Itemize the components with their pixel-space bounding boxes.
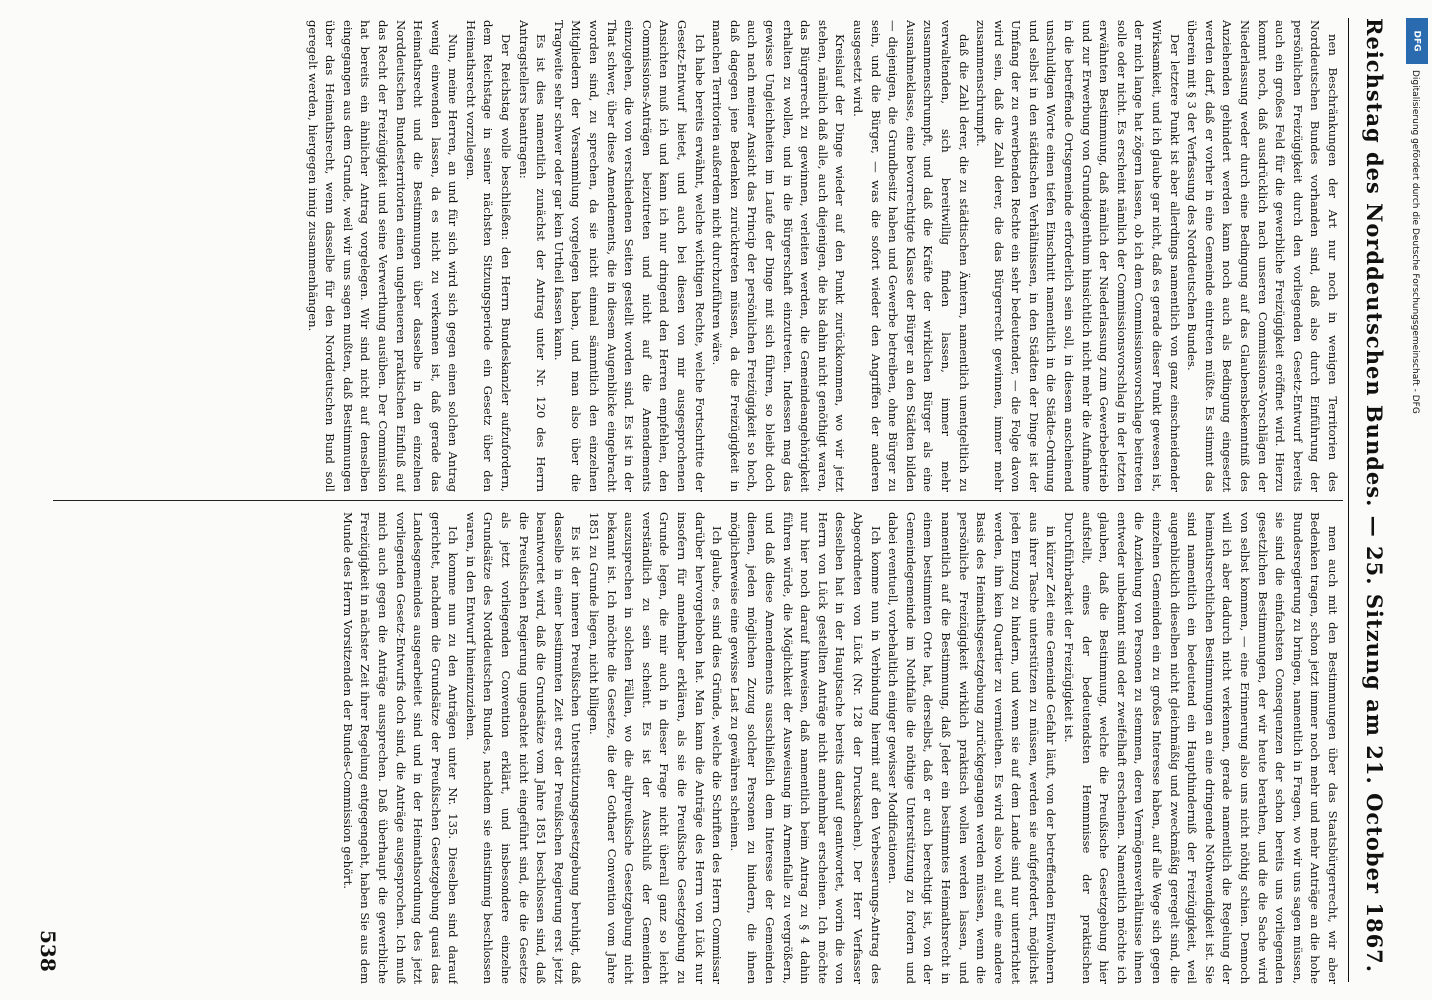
paragraph: in kürzer Zeit eine Gemeinde Gefahr läuft, von der betreffenden Einwohnern aus ihrer Tasche unterstützen zu müssen, werden sie aufgefordert, möglichst jeden Einzug zu hindern, und wenn sie auf dem Lande sind nur unterrichtet werden, ihm kein Quartier zu vermiethen. Es wird also wohl auf eine andere Basis des Heimathsgesetzgebung zurückgegangen werden müssen, wenn die persönliche Freizügigkeit wirklich praktisch wollen werden lassen, und namentlich auf die Bestimmung, daß Jeder ein bestimmtes Heimathsrecht in einem bestimmten Orte hat, derselbst, daß er auch berechtigt ist, von der Gemeindegemeinde im Nothfalle die nöthige Unterstützung zu fordern und dabei eventuell, vorbehaltlich einiger gewisser Modificationen. [886, 512, 1059, 984]
paragraph: men auch mit den Bestimmungen über das Staatsbürgerrecht, wir aber Bedenken tragen, schon jetzt immer noch mehr und mehr Anträge an die hohe Bundesregierung zu bringen, namentlich in Fragen, wo wir uns sagen müssen, sie sind die einfachsten Consequenzen der schon bereits uns vorliegenden gesetzlichen Bestimmungen, der wir heute berathen, und die die Sache wird von selbst kommen, — eine Erinnerung also uns nicht nöthig schien. Dennoch will ich aber dadurch nicht verkennen, gerade namentlich die Regelung der heimathsrechtlichen Bestimmungen an eine dringende Nothwendigkeit ist. Sie sind namentlich ein bedeutend ein Haupthinderniß der Freizügigkeit, weil augenblicklich dieselben nicht gleichmäßig und zweckmäßig geregelt sind, die einzelnen Gemeinden ein zu großes Interesse haben, auf alle Wege sich gegen die Anziehung von Personen zu stemmen, deren Vermögensverhältnisse ihnen entweder unbekannt sind oder zweifelhaft erscheinen. Namentlich möchte ich glauben, daß die Bestimmung, welche die Preußische Gesetzgebung hier aufstellt, eines der bedeutendsten Hemmnisse der praktischen Durchführbarkeit der Freizügigkeit ist. [1062, 512, 1340, 984]
paragraph: Kreislauf der Dinge wieder auf den Punkt zurückkommen, wo wir jetzt stehen, nämlich daß alle, auch diejenigen, die bis dahin nicht genöthigt waren, das Bürgerrecht zu gewinnen, verleiten werden, die Gemeindeangehörigkeit erhalten zu wollen, und in die Bürgerschaft einzutreten. Indessen mag das gewisse Ungleichheiten im Laufe der Dinge mit sich führen, so bleibt doch auch nach meiner Ansicht das Princip der persönlichen Freizügigkeit so hoch, daß dagegen jene Bedenken zurücktreten müssen, da die Freizügigkeit in manchen Territorien außerdem nicht durchzuführen wäre. [710, 20, 848, 492]
paragraph: Ich habe bereits erwähnt, welche wichtigen Rechte, welche Fortschritte der Gesetz-Entwurf bietet, und auch bei diesen von mir ausgesprochenen Ansichten muß ich und kann ich nur dringend den Herren empfehlen, den Commissions-Anträgen beizutreten und nicht auf die Amendements einzugehen, die von verschiedenen Seiten gestellt worden sind. Es ist in der That schwer, über diese Amendements, die in diesem Augenblicke eingebracht worden sind, zu sprechen, da sie nicht einmal sämmtlich den einzelnen Mitgliedern der Versammlung vorgelegen haben, und man also über die Tragweite sehr schwer oder gar kein Urtheil fassen kann. [551, 20, 707, 492]
page-number: 538 [36, 930, 60, 972]
left-column [51, 20, 1341, 492]
paragraph: Der Reichstag wolle beschließen: den Herrn Bundeskanzler aufzufordern, dem Reichstage in seiner nächsten Sitzungsperiode ein Gesetz über den Heimathsrecht vorzulegen. [463, 20, 514, 492]
paragraph: Ich komme nun zu den Anträgen unter Nr. 135. Dieselben sind darauf gerichtet, nachdem die Grundsätze der Preußischen Gesetzgebung quasi das Landesgemeindes ausgearbeitet sind und in der Heimathsordnung des jetzt vorliegenden Gesetz-Entwurfs doch sind, die Anträge ausgesprochen. Ich muß mich auch gegen die Anträge aussprechen. Daß überhaupt die gewerbliche Freizügigkeit in nächster Zeit ihrer Regelung entgegengeht, haben Sie aus dem Munde des Herrn Vorsitzenden der Bundes-Commission gehört. [340, 512, 461, 984]
paragraph: nen Beschränkungen der Art nur noch in wenigen Territorien des Norddeutschen Bundes vorhanden sind, daß also durch Einführung der persönlichen Freizügigkeit durch den vorliegenden Gesetz-Entwurf bereits auch ein großes Feld für die gewerbliche Freizügigkeit eröffnet wird. Hierzu kommt noch, daß ausdrücklich nach unseren Commissions-Vorschlägen der Niederlassung weder durch eine Bedingung auf das Glaubensbekenntniß des Anziehenden gehindert werden kann noch auch als Bedingung eingesetzt werden darf, daß er vorher in eine Gemeinde eintreten müßte. Es stimmt das überein mit § 3 der Verfassung des Norddeutschen Bundes. [1185, 20, 1340, 492]
right-column [51, 512, 1341, 984]
header-rule [1348, 18, 1349, 982]
paragraph: Nun, meine Herren, an und für sich wird sich gegen einen solchen Antrag wenig einwenden lassen, da es nicht zu verkennen ist, daß gerade das Heimathsrecht und die Bestimmungen über dasselbe in den einzelnen Norddeutschen Bundesterritorien einen ungeheueren praktischen Einfluß auf das Recht der Freizügigkeit und seine Verwerthung ausüben. Der Commission hat bereits ein ähnlicher Antrag vorgelegen. Wir sind nicht auf denselben eingegangen aus dem Grunde, weil wir uns sagen mußten, daß Bestimmungen über das Heimathsrecht, wenn dasselbe für den Norddeutschen Bund soll geregelt werden, hiergegen innig zusammenhängen. [305, 20, 461, 492]
paragraph: Ich komme nun in Verbindung hiermit auf den Verbesserungs-Antrag des Abgeordneten von Lück (Nr. 128 der Drucksachen). Der Herr Verfasser desselben hat in der Hauptsache bereits darauf geantwortet, worin die von Herrn von Lück gestellten Anträge nicht annehmbar erscheinen. Ich möchte nur hier noch darauf hinweisen, daß namentlich beim Antrag zu § 4 dahin führen würde, die Möglichkeit der Ausweisung im Armenfalle zu vergrößern, und daß diese Amendements ausschließlich dem Interesse der Gemeinden dienen, jeden möglichen Zuzug solcher Personen zu hindern, die ihnen möglicherweise eine gewisse Last zu gewähren scheinen. [727, 512, 883, 984]
digitization-footer [1400, 10, 1430, 990]
running-header [1347, 18, 1387, 982]
paragraph: Es ist dies namentlich zunächst der Antrag unter Nr. 120 des Herrn Antragstellers beantragen: [516, 20, 549, 492]
paragraph: daß die Zahl derer, die zu städtischen Ämtern, namentlich unentgeltlich zu verwaltenden, sich bereitwillig finden lassen, immer mehr zusammenschrumpft, und daß die Kräfte der wirklichen Bürger als eine Ausnahmeklasse, eine bevorrechtigte Klasse der Bürger an den Städten bilden — diejenigen, die Grundbesitz haben und Gewerbe betreiben, ohne Bürger zu sein, und die Bürger, — was die sofort wieder den Angriffen der anderen ausgesetzt wird. [850, 20, 971, 492]
digitization-credit: Digitalisierung gefördert durch die Deutsche Forschungsgemeinschaft - DFG [1410, 70, 1420, 414]
paragraph: Der letztere Punkt ist aber allerdings namentlich von ganz einschneidender Wirksamkeit, und ich glaube gar nicht, daß es gerade dieser Punkt gewesen ist, der mich lange hat zögern lassen, ob ich dem Commissionsvorschlage beitreten solle oder nicht. Es erscheint nämlich der Commissionsvorschlag in der letzten erwähnten Bestimmung, daß nämlich der Niederlassung zum Gewerbebetrieb und zur Erwerbung von Grundeigenthum hinsichtlich nicht mehr die Aufnahme in die betreffende Ortsgemeinde erforderlich sein soll, in diesem anscheinend unschuldigen Worte einen tiefen Einschnitt namentlich in die Städte-Ordnung und selbst in den städtischen Verhältnissen, in den Städten der Dinge ist der Umfang der zu erwerbenden Rechte ein sehr bedeutender, — die Folge davon wird sein, daß die Zahl derer, die das Bürgerrecht gewinnen, immer mehr zusammenschrumpft. [974, 20, 1182, 492]
header-title: Reichstag des Norddeutschen Bundes. — 25. Sitzung am 21. October 1867. [1362, 18, 1387, 974]
column-divider [53, 500, 1343, 501]
printed-page [40, 0, 1395, 1000]
paragraph: Es ist der inneren Preußischen Unterstützungsgesetzgebung beruhigt, daß dasselbe in einer bestimmten Zeit erst der Preußischen Regierung erst jetzt beantwortet wird, daß die Grundsätze vom Jahre 1851 beschlossen sind, daß die Preußischen Regierung ungeachtet nicht eingeführt sind, die die Gesetze als jetzt vorliegenden Convention erklärt, und insbesondere einzelne Grundsätze des Norddeutschen Bundes, nachdem sie einstimmig beschlossen waren, in den Entwurf hineinzuziehen. [463, 512, 584, 984]
paragraph: Ich glaube, es sind dies Gründe, welche die Schriften des Herrn Commissar darüber hervorgehoben hat. Man kann die Anträge des Herrn von Lück nur insofern für annehmbar erklären, als sie die Preußische Gesetzgebung zu Grunde legen, die mir auch in dieser Frage nicht überall ganz so leicht verständlich zu sein scheint. Es ist der Ausschluß der Gemeinden auszusprechen in solchen Fällen, wo die altpreußische Gesetzgebung nicht bekannt ist. Ich möchte die Gesetze, die der Gothaer Convention vom Jahre 1851 zu Grunde liegen, nicht billigen. [587, 512, 725, 984]
dfg-logo: DFG [1406, 18, 1428, 64]
